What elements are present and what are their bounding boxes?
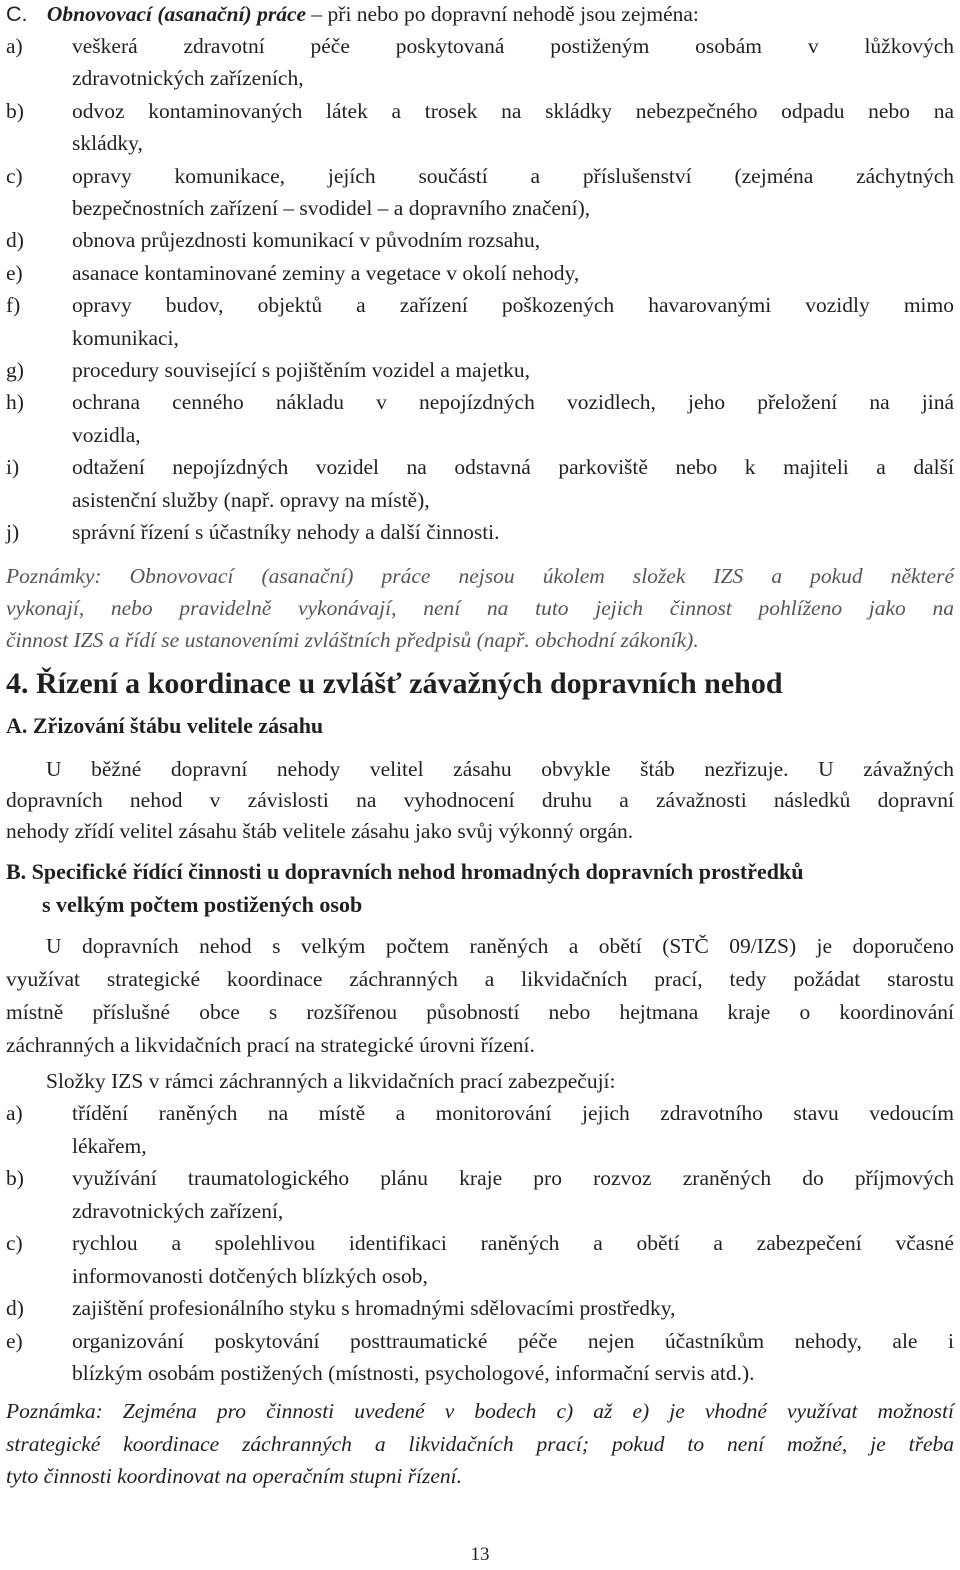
section-c-item-letter: g) xyxy=(6,358,24,382)
section-c-item-text: ochrana cenného nákladu v nepojízdných vozidlech, jeho přeložení na jiná xyxy=(72,390,954,415)
section-c-item-letter: f) xyxy=(6,293,21,318)
subsection-b-item-text: blízkým osobám postižených (místnosti, psychologové, informační servis atd.). xyxy=(72,1361,755,1385)
section-c-item-text: vozidla, xyxy=(72,422,141,447)
subsection-b-item-letter: c) xyxy=(6,1231,23,1255)
subsection-b-item-text: zajištění profesionálního styku s hromadnými sdělovacími prostředky, xyxy=(72,1296,676,1320)
subsection-a-line: dopravních nehod v závislosti na vyhodnocení druhu a závažnosti následků dopravní xyxy=(6,788,954,812)
subsection-b-paragraph-line: využívat strategické koordinace záchranných a likvidačních prací, tedy požádat starostu xyxy=(6,967,954,991)
subsection-b-intro: Složky IZS v rámci záchranných a likvidačních prací zabezpečují: xyxy=(46,1069,616,1093)
section-c-item-text: asistenční služby (např. opravy na místě), xyxy=(72,487,430,512)
subsection-b-note-line: strategické koordinace záchranných a likvidačních prací; pokud to není možné, je třeba xyxy=(6,1431,954,1456)
section-c-item-text: opravy komunikace, jejích součástí a příslušenství (zejména záchytných xyxy=(72,163,954,188)
section-c-item-text: obnova průjezdnosti komunikací v původním rozsahu, xyxy=(72,228,541,253)
section-c-title: Obnovovací (asanační) práce xyxy=(46,2,307,26)
section-c-heading xyxy=(6,0,954,30)
section-c-item-text: skládky, xyxy=(72,131,143,156)
subsection-b-paragraph-line: U dopravních nehod s velkým počtem raněných a obětí (STČ 09/IZS) je doporučeno xyxy=(46,934,954,958)
subsection-b-item-letter: b) xyxy=(6,1166,24,1190)
section-c-note-line: vykonají, nebo pravidelně vykonávají, není na tuto jejich činnost pohlíženo jako na xyxy=(6,596,954,620)
section-c-item-letter: a) xyxy=(6,34,23,58)
section-c-item-text: komunikaci, xyxy=(72,325,179,350)
subsection-b-note-line: tyto činnosti koordinovat na operačním stupni řízení. xyxy=(6,1464,463,1488)
section-c-item-letter: j) xyxy=(6,520,20,544)
section-c-item-letter: d) xyxy=(6,228,24,253)
section-c-item-text: odtažení nepojízdných vozidel na odstavná parkoviště nebo k majiteli a další xyxy=(72,455,954,480)
section-c-item-text: opravy budov, objektů a zařízení poškozených havarovanými vozidly mimo xyxy=(72,293,954,318)
subsection-b-item-text: zdravotnických zařízení, xyxy=(72,1198,284,1223)
section-c-note-line: Poznámky: Obnovovací (asanační) práce nejsou úkolem složek IZS a pokud některé xyxy=(6,564,954,588)
subsection-b-paragraph-line: místně příslušné obce s rozšířenou působností nebo hejtmana kraje o koordinování xyxy=(6,1000,954,1024)
section-c-item-text: procedury související s pojištěním vozidel a majetku, xyxy=(72,358,530,382)
subsection-b-note-line: Poznámka: Zejména pro činnosti uvedené v bodech c) až e) je vhodné využívat možností xyxy=(6,1399,954,1423)
subsection-b-heading-line1: B. Specifické řídící činnosti u dopravních nehod hromadných dopravních prostředků xyxy=(6,859,804,884)
subsection-b-paragraph-line: záchranných a likvidačních prací na strategické úrovni řízení. xyxy=(6,1033,535,1057)
section-c-item-letter: h) xyxy=(6,390,24,415)
subsection-b-item-letter: e) xyxy=(6,1328,23,1353)
subsection-b-item-text: třídění raněných na místě a monitorování jejich zdravotního stavu vedoucím xyxy=(72,1101,954,1125)
section-c-label: C. xyxy=(6,2,28,26)
subsection-b-item-text: využívání traumatologického plánu kraje pro rozvoz zraněných do příjmových xyxy=(72,1166,954,1190)
section-c-item-letter: b) xyxy=(6,98,24,123)
section-c-item-text: správní řízení s účastníky nehody a další činnosti. xyxy=(72,520,500,544)
subsection-b-item-letter: d) xyxy=(6,1296,24,1320)
subsection-a-line: U běžné dopravní nehody velitel zásahu obvykle štáb nezřizuje. U závažných xyxy=(46,757,954,781)
section-c-item-text: odvoz kontaminovaných látek a trosek na skládky nebezpečného odpadu nebo na xyxy=(72,98,954,123)
subsection-b-item-text: organizování poskytování posttraumatické péče nejen účastníkům nehody, ale i xyxy=(72,1328,954,1353)
section-c-item-text: zdravotnických zařízeních, xyxy=(72,66,304,91)
section-c-item-letter: i) xyxy=(6,455,20,480)
section-c-note-line: činnost IZS a řídí se ustanoveními zvláštních předpisů (např. obchodní zákoník). xyxy=(6,628,699,652)
subsection-b-item-text: rychlou a spolehlivou identifikaci raněných a obětí a zabezpečení včasné xyxy=(72,1231,954,1255)
subsection-a-line: nehody zřídí velitel zásahu štáb velitele zásahu jako svůj výkonný orgán. xyxy=(6,819,634,843)
section-c-item-text: veškerá zdravotní péče poskytovaná postiženým osobám v lůžkových xyxy=(72,34,954,58)
subsection-a-heading: A. Zřizování štábu velitele zásahu xyxy=(6,713,324,738)
page-number: 13 xyxy=(470,1544,490,1565)
section-c-item-text: bezpečnostních zařízení – svodidel – a dopravního značení), xyxy=(72,196,591,220)
subsection-b-item-letter: a) xyxy=(6,1101,23,1125)
section-c-title-rest: – při nebo po dopravní nehodě jsou zejména: xyxy=(306,2,699,26)
chapter-4-heading: 4. Řízení a koordinace u zvlášť závažných dopravních nehod xyxy=(6,667,783,700)
section-c-item-letter: e) xyxy=(6,260,23,285)
section-c-item-text: asanace kontaminované zeminy a vegetace v okolí nehody, xyxy=(72,260,580,285)
subsection-b-heading-line2: s velkým počtem postižených osob xyxy=(42,892,363,917)
subsection-b-item-text: informovanosti dotčených blízkých osob, xyxy=(72,1263,428,1288)
subsection-b-item-text: lékařem, xyxy=(72,1133,147,1158)
section-c-item-letter: c) xyxy=(6,163,23,188)
